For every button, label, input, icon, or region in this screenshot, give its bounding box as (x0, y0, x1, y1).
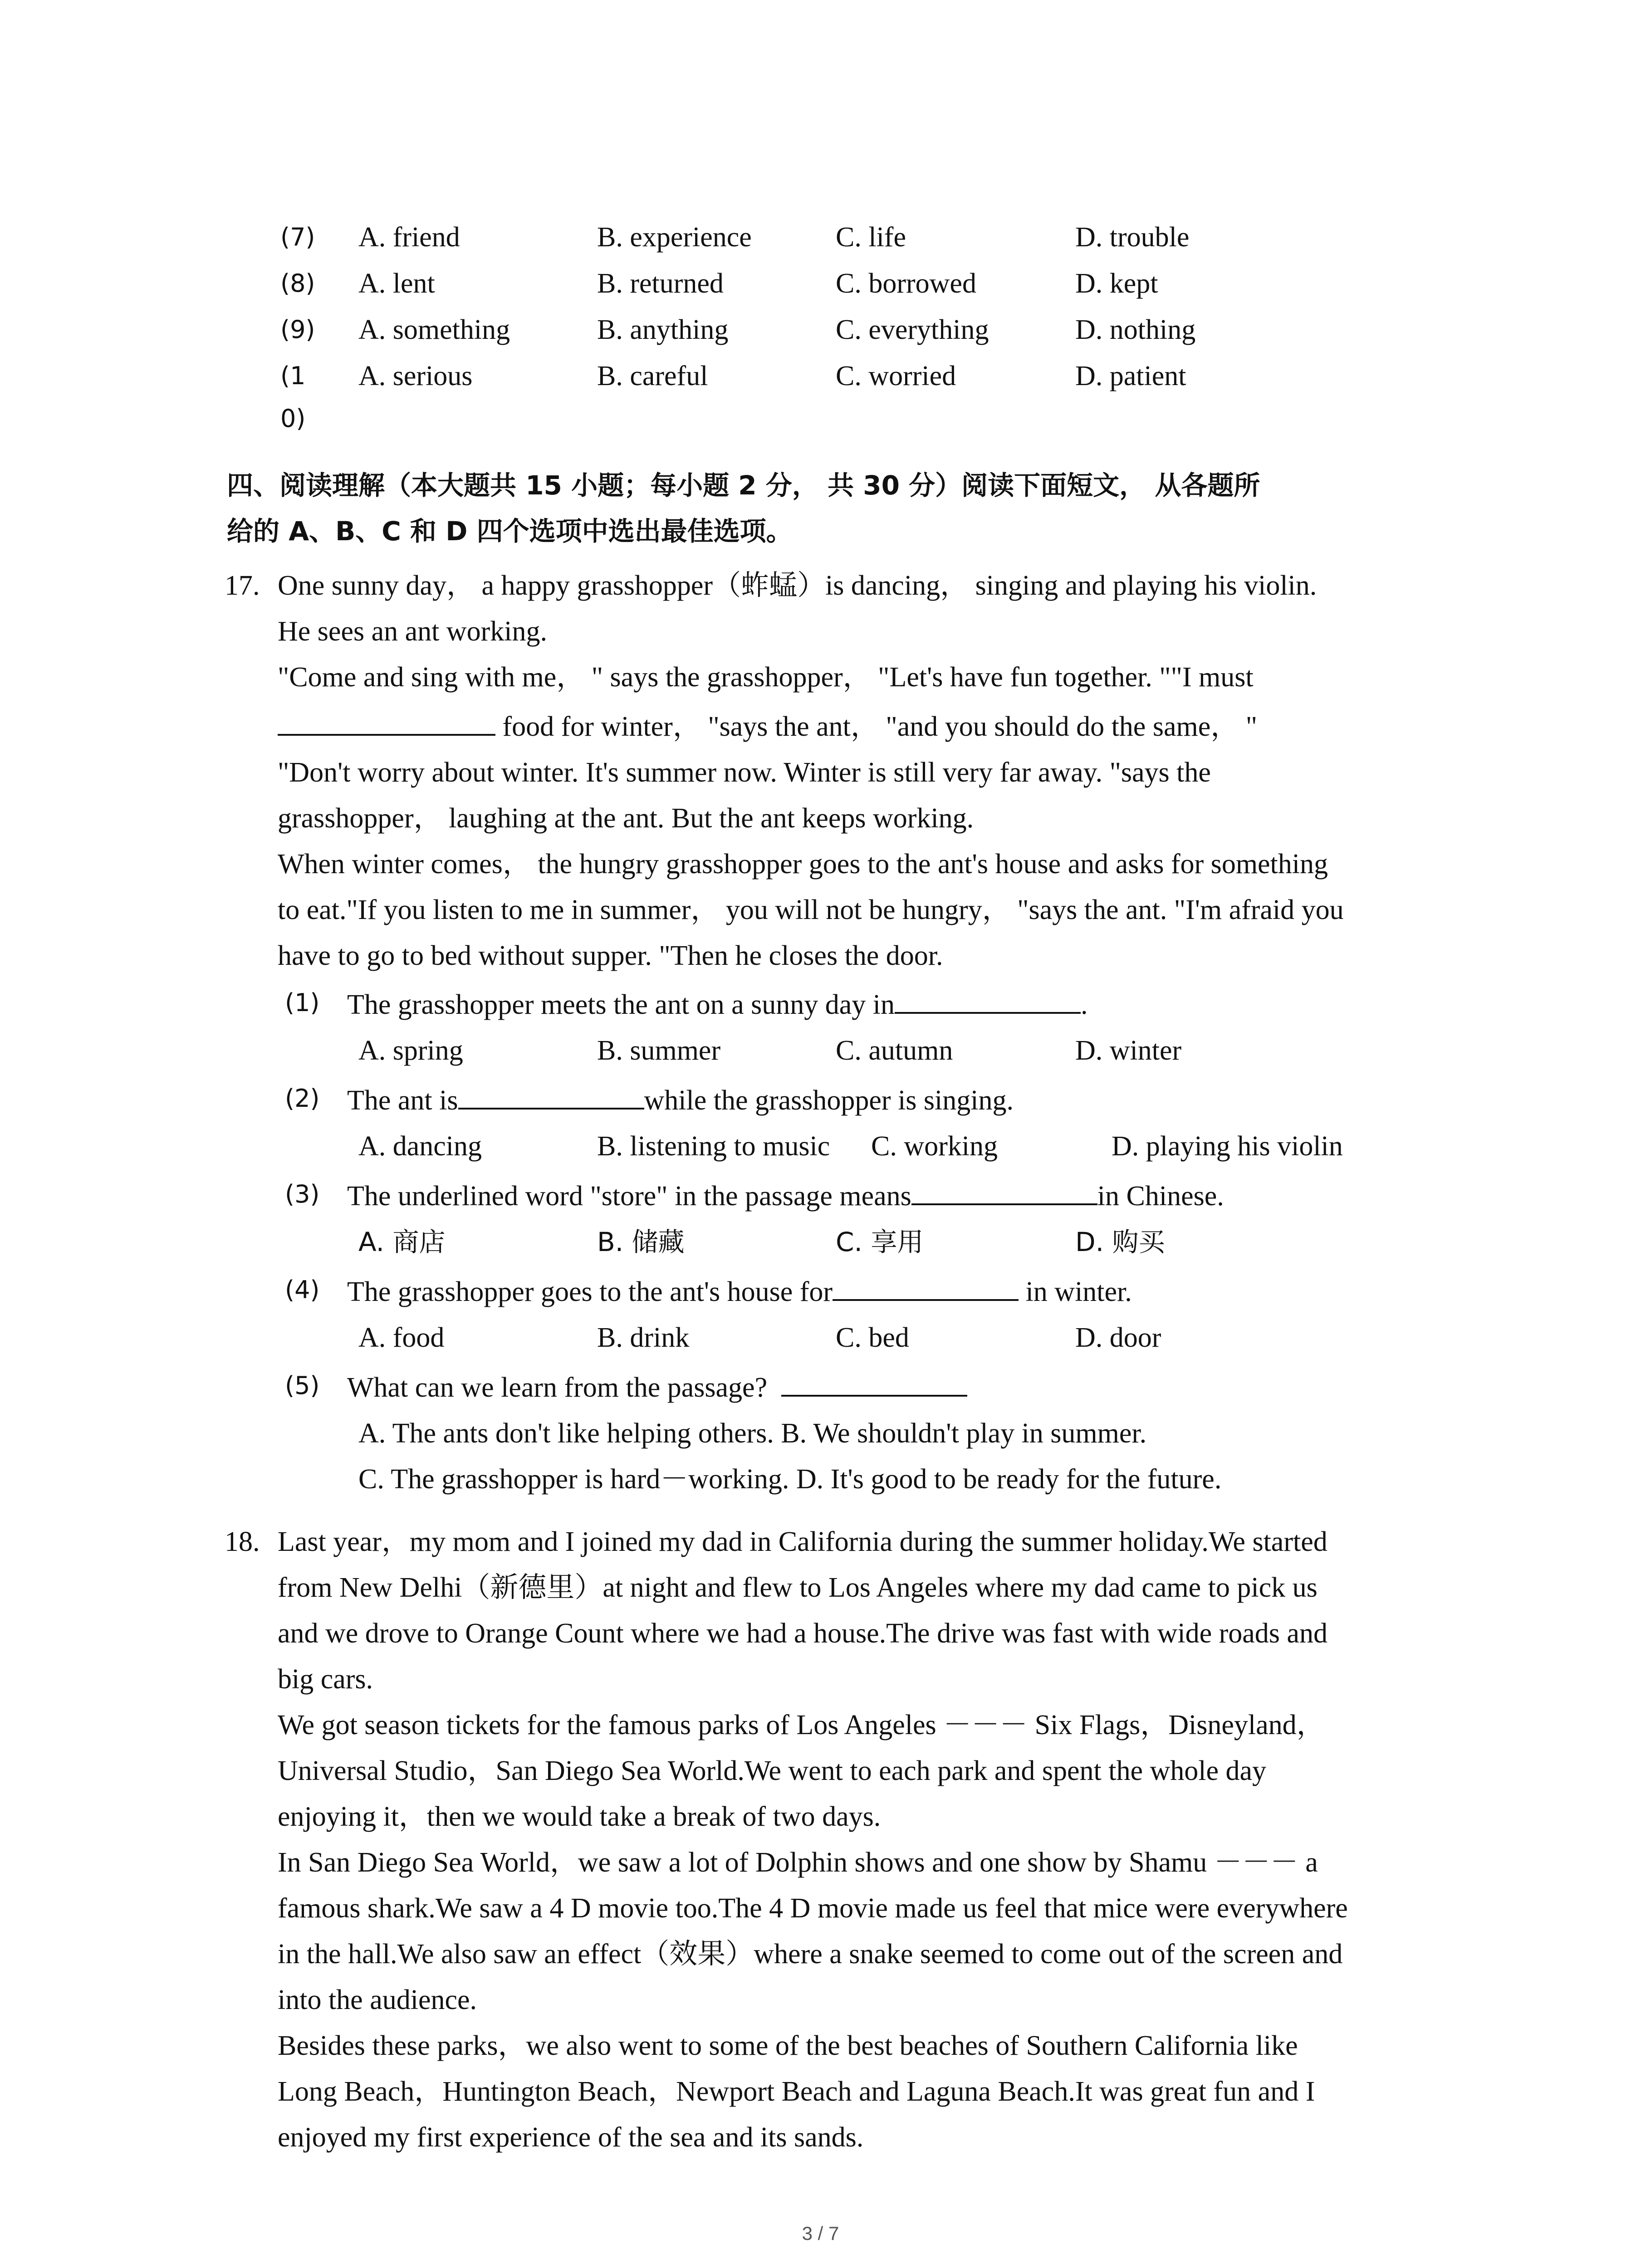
passage-line: enjoying it，then we would take a break of two days. (278, 1801, 881, 1832)
option-b: B. drink (597, 1322, 690, 1353)
option-b: B. listening to music (597, 1131, 830, 1162)
passage-line: in the hall.We also saw an effect（效果）where a snake seemed to come out of the screen and (278, 1939, 1343, 1970)
sub-question-number: (5) (285, 1371, 320, 1400)
passage-line: "Don't worry about winter. It's summer now. Winter is still very far away. "says the (278, 757, 1211, 788)
option-a: A. dancing (358, 1131, 482, 1162)
section-heading-line-2: 给的 A、B、C 和 D 四个选项中选出最佳选项。 (227, 516, 793, 547)
question-text-end: . (1080, 989, 1088, 1020)
option-d: D. playing his violin (1112, 1131, 1343, 1162)
question-number-18: 18. (225, 1526, 260, 1557)
question-text: What can we learn from the passage? (347, 1372, 768, 1403)
question-text-end: while the grasshopper is singing. (644, 1085, 1014, 1116)
item-number: (9) (280, 315, 315, 344)
option-b: B. 储藏 (597, 1227, 685, 1257)
option-b: B. careful (597, 361, 708, 391)
option-a: A. 商店 (358, 1227, 446, 1257)
answer-blank (833, 1271, 1019, 1301)
question-text: The grasshopper meets the ant on a sunny day in (347, 989, 895, 1020)
passage-line: We got season tickets for the famous parks of Los Angeles －－－ Six Flags，Disneyland， (278, 1710, 1325, 1740)
passage-line: When winter comes， the hungry grasshopper goes to the ant's house and asks for something (278, 849, 1328, 880)
item-number: (7) (280, 223, 315, 251)
sub-question-number: (3) (285, 1180, 320, 1208)
passage-line: "Come and sing with me， " says the grasshopper， "Let's have fun together. ""I must (278, 662, 1254, 693)
option-c: C. life (836, 222, 906, 253)
option-b: B. anything (597, 314, 729, 345)
option-b: B. experience (597, 222, 752, 253)
option-c: C. borrowed (836, 268, 976, 299)
passage-line: big cars. (278, 1664, 373, 1695)
option-c: C. autumn (836, 1035, 953, 1066)
option-row-9 (0, 309, 1641, 350)
passage-line: into the audience. (278, 1984, 477, 2015)
passage-line: Universal Studio，San Diego Sea World.We went to each park and spent the whole day (278, 1755, 1267, 1786)
option-b: B. summer (597, 1035, 721, 1066)
sub-question-5 (347, 1365, 967, 1411)
sub-question-4 (347, 1269, 1132, 1315)
option-a: A. something (358, 314, 510, 345)
passage-line: In San Diego Sea World，we saw a lot of Dolphin shows and one show by Shamu －－－ a (278, 1847, 1318, 1878)
option-a: A. spring (358, 1035, 463, 1066)
page-number: 3 / 7 (802, 2223, 839, 2244)
passage-line: grasshopper， laughing at the ant. But the ant keeps working. (278, 803, 974, 834)
passage-line: Long Beach，Huntington Beach，Newport Beach and Laguna Beach.It was great fun and I (278, 2076, 1315, 2107)
option-row-7 (0, 217, 1641, 258)
answer-blank (781, 1367, 967, 1397)
answer-options-5-line-1: A. The ants don't like helping others. B. We shouldn't play in summer. (358, 1418, 1147, 1449)
option-c: C. everything (836, 314, 989, 345)
answer-options-5-line-2: C. The grasshopper is hard－working. D. It's good to be ready for the future. (358, 1464, 1222, 1495)
item-number-wrap: 0) (280, 404, 306, 433)
option-a: A. food (358, 1322, 445, 1353)
passage-text: food for winter， "says the ant， "and you should do the same， " (495, 711, 1258, 742)
passage-line: One sunny day， a happy grasshopper（蚱蜢）is dancing， singing and playing his violin. (278, 570, 1317, 601)
passage-line: from New Delhi（新德里）at night and flew to Los Angeles where my dad came to pick us (278, 1572, 1318, 1603)
question-number-17: 17. (225, 570, 260, 601)
passage-line: He sees an ant working. (278, 616, 547, 647)
answer-options-4 (0, 1315, 1641, 1361)
answer-options-2 (0, 1124, 1641, 1169)
question-text-end: in Chinese. (1097, 1181, 1224, 1212)
option-d: D. kept (1075, 268, 1158, 299)
option-row-10-wrap (0, 398, 1641, 439)
passage-line: Besides these parks，we also went to some of the best beaches of Southern California like (278, 2030, 1298, 2061)
option-c: C. working (871, 1131, 998, 1162)
answer-blank (458, 1080, 644, 1110)
question-text: The ant is (347, 1085, 458, 1116)
sub-question-number: (1) (285, 988, 320, 1017)
option-row-8 (0, 263, 1641, 304)
option-c: C. worried (836, 361, 956, 391)
answer-options-1 (0, 1028, 1641, 1074)
answer-options-3 (0, 1219, 1641, 1265)
sub-question-number: (4) (285, 1276, 320, 1304)
option-c: C. 享用 (836, 1227, 924, 1257)
sub-question-3 (347, 1173, 1224, 1219)
passage-line: have to go to bed without supper. "Then he closes the door. (278, 940, 943, 971)
section-heading-line-1: 四、阅读理解（本大题共 15 小题；每小题 2 分， 共 30 分）阅读下面短文， 从各题所 (227, 470, 1260, 501)
option-d: D. nothing (1075, 314, 1196, 345)
sub-question-number: (2) (285, 1084, 320, 1113)
question-text: The grasshopper goes to the ant's house for (347, 1276, 833, 1307)
option-b: B. returned (597, 268, 724, 299)
sub-question-2 (347, 1078, 1014, 1124)
option-row-10 (0, 356, 1641, 396)
passage-line-with-blank (278, 704, 1257, 750)
answer-blank (911, 1175, 1097, 1205)
option-a: A. lent (358, 268, 435, 299)
option-d: D. patient (1075, 361, 1186, 391)
passage-line: to eat."If you listen to me in summer， you will not be hungry， "says the ant. "I'm afraid you (278, 894, 1344, 925)
question-text-end: in winter. (1019, 1276, 1132, 1307)
passage-line: enjoyed my first experience of the sea and its sands. (278, 2122, 864, 2153)
passage-line: and we drove to Orange Count where we had a house.The drive was fast with wide roads and (278, 1618, 1327, 1649)
option-c: C. bed (836, 1322, 909, 1353)
item-number: (1 (280, 362, 306, 390)
passage-line: famous shark.We saw a 4 D movie too.The 4 D movie made us feel that mice were everywhere (278, 1893, 1348, 1924)
sub-question-1 (347, 982, 1087, 1028)
option-d: D. door (1075, 1322, 1161, 1353)
option-d: D. trouble (1075, 222, 1190, 253)
answer-blank (278, 706, 495, 736)
item-number: (8) (280, 269, 315, 298)
option-d: D. winter (1075, 1035, 1182, 1066)
option-a: A. friend (358, 222, 460, 253)
question-text: The underlined word "store" in the passage means (347, 1181, 911, 1212)
passage-line: Last year，my mom and I joined my dad in California during the summer holiday.We started (278, 1526, 1327, 1557)
option-d: D. 购买 (1075, 1227, 1165, 1257)
option-a: A. serious (358, 361, 473, 391)
answer-blank (895, 984, 1081, 1014)
